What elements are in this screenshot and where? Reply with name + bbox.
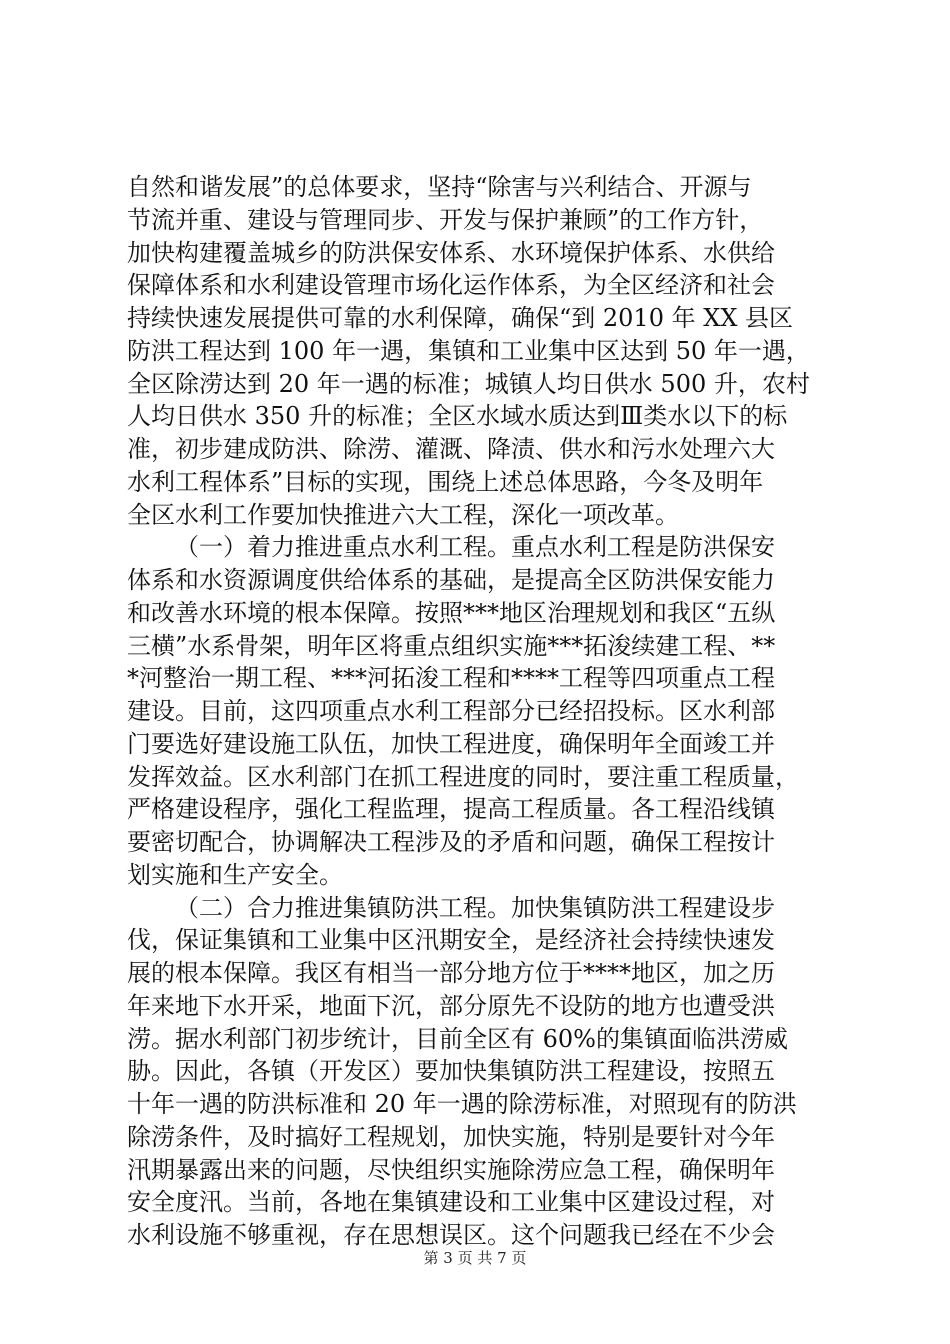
text-line: 年来地下水开采，地面下沉，部分原先不设防的地方也遭受洪 <box>127 991 775 1020</box>
text-line: 展的根本保障。我区有相当一部分地方位于****地区，加之历 <box>127 959 775 987</box>
text-line: 节流并重、建设与管理同步、开发与保护兼顾”的工作方针， <box>127 205 764 234</box>
text-line: 三横”水系骨架，明年区将重点组织实施***拓浚续建工程、** <box>127 631 776 660</box>
text-line: 涝。据水利部门初步统计，目前全区有 60%的集镇面临洪涝威 <box>127 1024 788 1053</box>
text-line: 持续快速发展提供可靠的水利保障，确保“到 2010 年 XX 县区 <box>127 304 794 332</box>
text-line: 十年一遇的防洪标准和 20 年一遇的除涝标准，对照现有的防洪 <box>127 1090 797 1118</box>
text-line: 全区除涝达到 20 年一遇的标准；城镇人均日供水 500 升，农村 <box>127 369 810 398</box>
text-line: 全区水利工作要加快推进六大工程，深化一项改革。 <box>127 500 679 529</box>
page-number-label: 第 3 页 共 7 页 <box>423 1249 527 1267</box>
text-line: 水利工程体系”目标的实现，围绕上述总体思路，今冬及明年 <box>127 467 764 496</box>
text-line: 发挥效益。区水利部门在抓工程进度的同时，要注重工程质量， <box>127 762 799 791</box>
text-line: 体系和水资源调度供给体系的基础，是提高全区防洪保安能力 <box>127 566 775 594</box>
text-line: 保障体系和水利建设管理市场化运作体系，为全区经济和社会 <box>127 271 775 300</box>
text-line: 门要选好建设施工队伍，加快工程进度，确保明年全面竣工并 <box>127 729 775 758</box>
body-text <box>127 171 839 1252</box>
text-line: 划实施和生产安全。 <box>127 860 343 889</box>
text-line: 和改善水环境的根本保障。按照***地区治理规划和我区“五纵 <box>127 598 776 627</box>
text-line: 汛期暴露出来的问题，尽快组织实施除涝应急工程，确保明年 <box>127 1155 775 1184</box>
text-line: 安全度汛。当前，各地在集镇建设和工业集中区建设过程，对 <box>127 1188 775 1217</box>
paragraph-heading-1: （一）着力推进重点水利工程。重点水利工程是防洪保安 <box>175 533 775 562</box>
text-line: 人均日供水 350 升的标准；全区水域水质达到Ⅲ类水以下的标 <box>127 402 788 431</box>
text-line: 伐，保证集镇和工业集中区汛期安全，是经济社会持续快速发 <box>127 926 775 955</box>
text-line: 防洪工程达到 100 年一遇，集镇和工业集中区达到 50 年一遇， <box>127 336 810 365</box>
text-line: 加快构建覆盖城乡的防洪保安体系、水环境保护体系、水供给 <box>127 238 775 267</box>
text-line: 胁。因此，各镇（开发区）要加快集镇防洪工程建设，按照五 <box>127 1057 775 1086</box>
text-line: 准，初步建成防洪、除涝、灌溉、降渍、供水和污水处理六大 <box>127 435 775 463</box>
text-line: 建设。目前，这四项重点水利工程部分已经招投标。区水利部 <box>127 697 775 725</box>
text-line: 水利设施不够重视，存在思想误区。这个问题我已经在不少会 <box>127 1221 775 1249</box>
paragraph-heading-2: （二）合力推进集镇防洪工程。加快集镇防洪工程建设步 <box>175 893 775 922</box>
text-line: *河整治一期工程、***河拓浚工程和****工程等四项重点工程 <box>127 664 775 693</box>
text-line: 要密切配合，协调解决工程涉及的矛盾和问题，确保工程按计 <box>127 828 775 856</box>
text-line: 除涝条件，及时搞好工程规划，加快实施，特别是要针对今年 <box>127 1122 775 1151</box>
text-line: 严格建设程序，强化工程监理，提高工程质量。各工程沿线镇 <box>127 795 775 824</box>
text-line: 自然和谐发展”的总体要求，坚持“除害与兴利结合、开源与 <box>127 173 752 201</box>
page-footer <box>0 1248 950 1268</box>
